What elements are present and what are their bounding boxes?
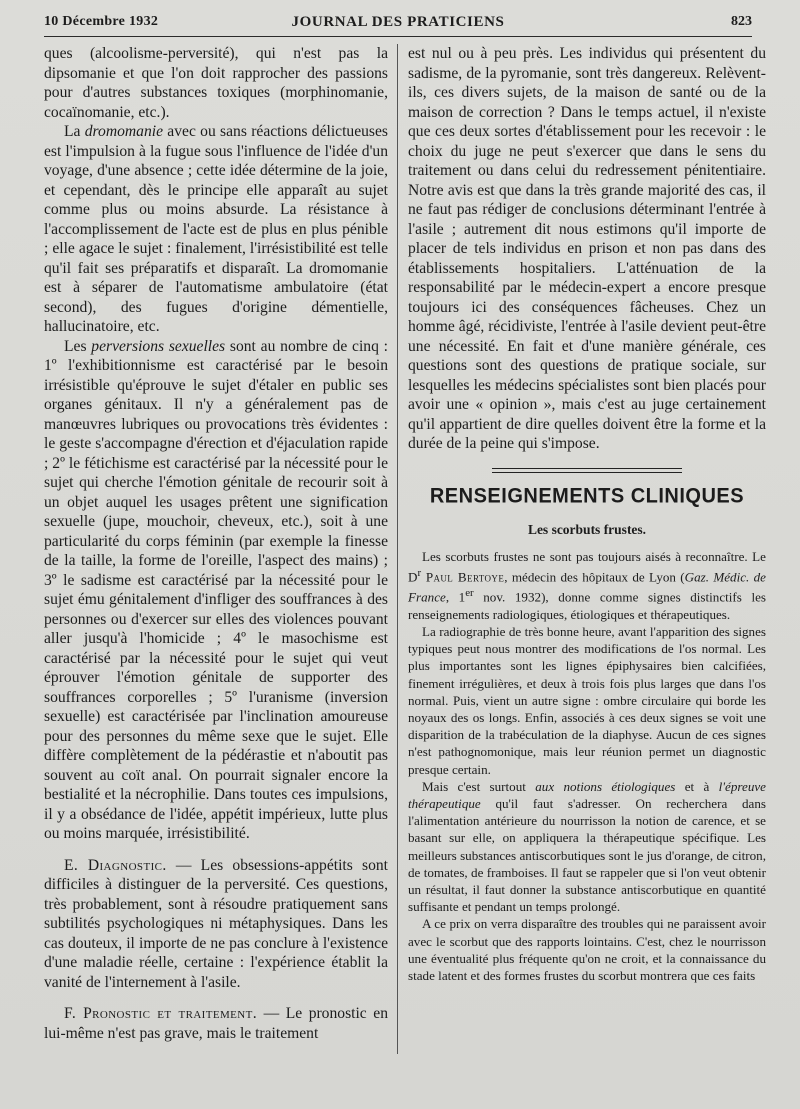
page-header xyxy=(44,14,752,36)
heading-diagnostic: E. Diagnostic. xyxy=(64,856,167,874)
column-divider xyxy=(397,44,398,1054)
heading-pronostic: F. Pronostic et traitement. xyxy=(64,1005,258,1022)
source-journal: Gaz. Médic. de France xyxy=(408,569,766,605)
article-body xyxy=(408,548,766,985)
page-number: 823 xyxy=(731,14,752,29)
issue-date: 10 Décembre 1932 xyxy=(44,14,159,29)
left-column xyxy=(44,44,388,1043)
paragraph-etiologie: Mais c'est surtout aux notions étiologiques et à l'épreuve thérapeutique qu'il faut s'adresser. On recherchera dans l'alimentation antérieure du nourrisson la notion de carence, et se basant sur elle, on appliquera la thérapeutique spécifique. Les meilleurs substances antiscorbutiques sont le jus d'orange, de citron, de tomates, de framboises. Il faut se rappeler que si l'on veut obtenir un résultat, il faut donner la substance antiscorbutique en quantité suffisante et pendant un temps prolongé. xyxy=(408,778,766,915)
paragraph-traitement-suite: est nul ou à peu près. Les individus qui présentent du sadisme, de la pyromanie, sont très dangereux. Relèvent-ils, ces divers sujets, de la maison de santé ou de la maison de correction ? Dans le temps actuel, il n'existe que ces deux sortes d'établissement pour les recevoir : le choix du juge ne peut s'exercer que dans le sens du traitement ou dans celui du redressement pénitentiaire. Notre avis est que dans la très grande majorité des cas, il ne faut pas rédiger de conclusions déterminant l'entrée à l'asile ; autrement dit nous estimons qu'il importe de placer de tels individus en prison et non pas dans des établissements hospitaliers. L'atténuation de la responsabilité par le médecin-expert a encore presque toujours ici des conséquences fâcheuses. Chez un homme âgé, récidiviste, l'entrée à l'asile devient peut-être une nécessité. En fait et d'une manière générale, ces questions sont des questions de pratique sociale, sur lesquelles les médecins spécialistes sont bien placés pour avoir une « opinion », mais c'est au juge certainement qu'il appartient de dire quelles doivent être la forme et la durée de la peine qui s'impose. xyxy=(408,45,766,452)
paragraph-conclusion: A ce prix on verra disparaître des troubles qui ne paraissent avoir avec le scorbut que des rapports lointains. C'est, chez le nourrisson une éventualité plus fréquente qu'on ne croit, et la connaissance du stade latent et des formes frustes du scorbut montrera que ces faits xyxy=(408,916,766,984)
article-subtitle: Les scorbuts frustes. xyxy=(527,522,647,537)
paragraph-perversions: Les perversions sexuelles sont au nombre de cinq : 1º l'exhibitionnisme est caractérisé par le besoin irrésistible qu'éprouve le sujet d'étaler en public ses organes génitaux. Il n'y a généralement pas de manœuvres lubriques ou provocations très évidentes : le geste s'accompagne d'érection et d'éjaculation rapide ; 2º le fétichisme est caractérisé par la nécessité pour le sujet qui cherche l'émotion génitale de recourir soit à un objet auquel les usages prêtent une signification sexuelle (jupe, mouchoir, cheveux, etc.), soit à une particularité du corps féminin (par exemple la finesse de la taille, la forme de l'oreille, l'aspect des mains) ; 3º le sadisme est caractérisé par la nécessité pour le sujet ému génitalement d'infliger des souffrances à des personnes ou d'exercer sur elles des violences pouvant aller jusqu'à l'homicide ; 4º le masochisme est caractérisé par la nécessité pour le sujet qui veut éprouver l'émotion génitale de supporter des souffrances corporelles ; 5º l'uranisme (inversion sexuelle) est caractérisée par l'inclination amoureuse pour des personnes du même sexe que le sujet. Elle diffère complètement de la pédérastie et n'aboutit pas souvent au coït anal. On pourrait signaler encore la bestialité et la nécrophilie. Dans toutes ces impulsions, il y a obsédance de l'idée, appétit impérieux, lutte plus ou moins marquée, irrésistibilité. xyxy=(44,337,388,842)
section-title: RENSEIGNEMENTS CLINIQUES xyxy=(429,483,745,508)
section-separator xyxy=(492,468,682,473)
author-name: Paul Bertoye xyxy=(421,569,505,585)
header-rule xyxy=(44,36,752,37)
paragraph-radiographie: La radiographie de très bonne heure, avant l'apparition des signes typiques peut nous montrer des modifications de l'os normal. Les plus importantes sont les lignes épiphysaires bien calcifiées, finement irrégulières, et deux à trois fois plus larges que dans l'os normal. Puis, vient un autre signe : ombre circulaire qui borde les noyaux des os longs. Enfin, associés à ces deux signes se voit une disparition de la trabéculation de la diaphyse. Aucun de ces signes n'est pathognomonique, mais leur réunion permet un diagnostic presque certain. xyxy=(408,624,766,777)
right-column xyxy=(408,44,766,984)
journal-title: JOURNAL DES PRATICIENS xyxy=(291,14,505,30)
paragraph-pronostic: F. Pronostic et traitement. — Le pronostic en lui-même n'est pas grave, mais le traitement xyxy=(44,1005,388,1042)
paragraph-scorbuts-intro: Les scorbuts frustes ne sont pas toujours aisés à reconnaître. Le $D^r$ Paul Bertoye, médecin des hôpitaux de Lyon (Gaz. Médic. de France, 1er nov. 1932), donne comme signes distinctifs les renseignements radiologiques, étiologiques et thérapeutiques. xyxy=(408,548,767,622)
term-perversions: perversions sexuelles xyxy=(91,337,226,355)
paragraph-dipsomanie: ques (alcoolisme-perversité), qui n'est pas la dipsomanie et que l'on doit rapprocher des passions pour d'autres substances toxiques (morphinomanie, cocaïnomanie, etc.). xyxy=(44,45,388,121)
paragraph-dromomanie: La dromomanie avec ou sans réactions délictueuses est l'impulsion à la fugue sous l'influence de l'idée d'un voyage, d'une absence ; cette idée détermine de la joie, et cependant, dès le principe elle apparaît au sujet comme plus ou moins absurde. La résistance à l'accomplissement de l'acte est de plus en plus pénible ; elle agace le sujet : finalement, l'irrésistibilité est telle qu'il fait ses préparatifs et disparaît. La dromomanie est à séparer de l'automatisme ambulatoire (état second), des fugues d'origine démentielle, hallucinatoire, etc. xyxy=(44,123,388,335)
term-dromomanie: dromomanie xyxy=(84,123,164,140)
paragraph-diagnostic: E. Diagnostic. — Les obsessions-appétits sont difficiles à distinguer de la perversité. Ces questions, très probablement, sont à résoudre pratiquement sans subtilités psychologiques ni métaphysiques. Dans les cas douteux, il importe de ne pas conclure à l'existence d'une maladie réelle, certaine : l'expérience établit la vanité de l'internement à l'asile. xyxy=(44,856,389,991)
